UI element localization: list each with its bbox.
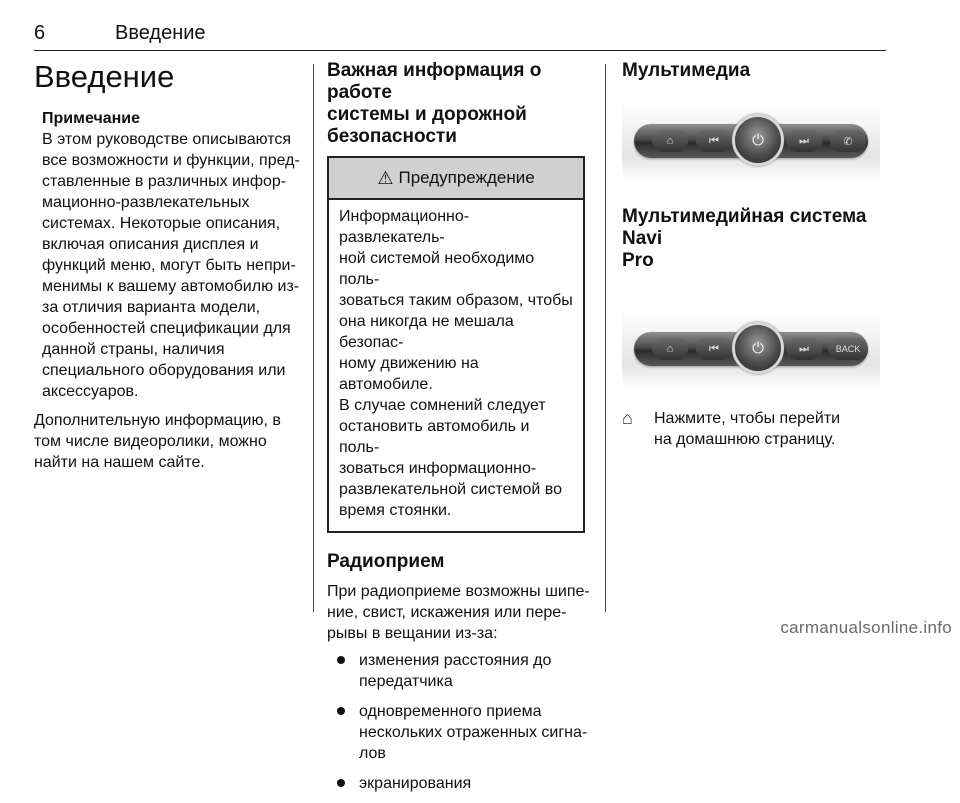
bullet-icon — [337, 707, 345, 715]
navi-pro-heading — [622, 206, 884, 272]
legend-text — [654, 408, 840, 450]
heading-line: системы и дорожной — [327, 104, 527, 125]
list-line: изменения расстояния до — [359, 652, 552, 669]
bullet-icon — [337, 779, 345, 787]
para-line: найти на нашем сайте. — [34, 454, 205, 471]
button-legend — [622, 408, 884, 450]
control-bar — [634, 332, 868, 366]
multimedia-panel-image — [622, 102, 880, 180]
list-item — [327, 773, 591, 794]
list-item — [327, 650, 591, 692]
warning-line: она никогда не мешала безопас- — [339, 313, 514, 351]
warning-line: ной системой необходимо поль- — [339, 250, 535, 288]
note-line: за отличия варианта модели, — [42, 299, 261, 316]
safety-heading — [327, 60, 591, 148]
column-divider — [313, 64, 314, 612]
note-line: мационно-развлекательных — [42, 194, 250, 211]
home-icon: ⌂ — [652, 338, 688, 360]
warning-triangle-icon: ⚠ — [377, 167, 394, 188]
note-line: все возможности и функции, пред- — [42, 152, 300, 169]
legend-line: на домашнюю страницу. — [654, 431, 836, 448]
note-line: аксессуаров. — [42, 383, 139, 400]
warning-line: Информационно-развлекатель- — [339, 208, 470, 246]
note-block — [34, 108, 302, 402]
warning-box — [327, 156, 585, 533]
note-line: ставленные в различных инфор- — [42, 173, 287, 190]
info-paragraph — [34, 410, 302, 473]
power-knob-icon: ⏻ — [732, 322, 784, 374]
heading-line: Мультимедийная система Navi — [622, 206, 867, 249]
header-rule — [34, 50, 886, 51]
column-multimedia — [622, 60, 884, 450]
heading-line: Pro — [622, 250, 654, 271]
column-divider — [605, 64, 606, 612]
warning-line: остановить автомобиль и поль- — [339, 418, 530, 456]
radio-line: ние, свист, искажения или пере- — [327, 604, 567, 621]
note-line: данной страны, наличия — [42, 341, 225, 358]
section-heading: Введение — [34, 59, 175, 94]
para-line: том числе видеоролики, можно — [34, 433, 267, 450]
watermark: carmanualsonline.info — [780, 618, 952, 637]
running-title: Введение — [115, 22, 206, 44]
radio-line: рывы в вещании из-за: — [327, 625, 498, 642]
para-line: Дополнительную информацию, в — [34, 412, 281, 429]
note-line: менимы к вашему автомобилю из- — [42, 278, 300, 295]
note-line: функций меню, могут быть непри- — [42, 257, 296, 274]
next-icon: ⏭ — [786, 338, 822, 360]
note-heading: Примечание — [42, 110, 141, 127]
cause-list — [327, 650, 591, 794]
warning-line: время стоянки. — [339, 502, 452, 519]
column-intro — [34, 60, 302, 473]
list-line: передатчика — [359, 673, 453, 690]
note-line: включая описания дисплея и — [42, 236, 259, 253]
warning-line: ному движению на автомобиле. — [339, 355, 479, 393]
power-knob-icon: ⏻ — [732, 114, 784, 166]
warning-line: зоваться информационно- — [339, 460, 537, 477]
navi-pro-panel-image — [622, 310, 880, 388]
list-line: одновременного приема — [359, 703, 542, 720]
next-icon: ⏭ — [786, 130, 822, 152]
phone-icon: ✆ — [830, 130, 866, 152]
heading-line: Важная информация о работе — [327, 60, 542, 103]
list-item — [327, 701, 591, 764]
control-bar — [634, 124, 868, 158]
warning-body — [329, 200, 583, 531]
previous-icon: ⏮ — [696, 130, 732, 152]
back-icon: BACK — [828, 338, 868, 360]
list-line: лов — [359, 745, 386, 762]
warning-header — [329, 158, 583, 200]
page-number: 6 — [34, 22, 46, 44]
note-line: особенностей спецификации для — [42, 320, 291, 337]
radio-paragraph — [327, 581, 591, 644]
warning-line: В случае сомнений следует — [339, 397, 546, 414]
heading-line: безопасности — [327, 126, 457, 147]
page-header — [34, 22, 886, 50]
warning-title: Предупреждение — [398, 168, 535, 187]
warning-line: развлекательной системой во — [339, 481, 563, 498]
legend-line: Нажмите, чтобы перейти — [654, 410, 841, 427]
radio-line: При радиоприеме возможны шипе- — [327, 583, 590, 600]
previous-icon: ⏮ — [696, 338, 732, 360]
note-line: В этом руководстве описываются — [42, 131, 292, 148]
radio-heading: Радиоприем — [327, 551, 445, 572]
list-line: нескольких отраженных сигна- — [359, 724, 588, 741]
note-line: специального оборудования или — [42, 362, 286, 379]
column-safety — [327, 60, 591, 803]
warning-line: зоваться таким образом, чтобы — [339, 292, 573, 309]
home-icon: ⌂ — [652, 130, 688, 152]
home-icon: ⌂ — [622, 408, 633, 428]
bullet-icon — [337, 656, 345, 664]
multimedia-heading: Мультимедиа — [622, 60, 751, 81]
list-line: экранирования — [359, 775, 472, 792]
note-line: системах. Некоторые описания, — [42, 215, 281, 232]
